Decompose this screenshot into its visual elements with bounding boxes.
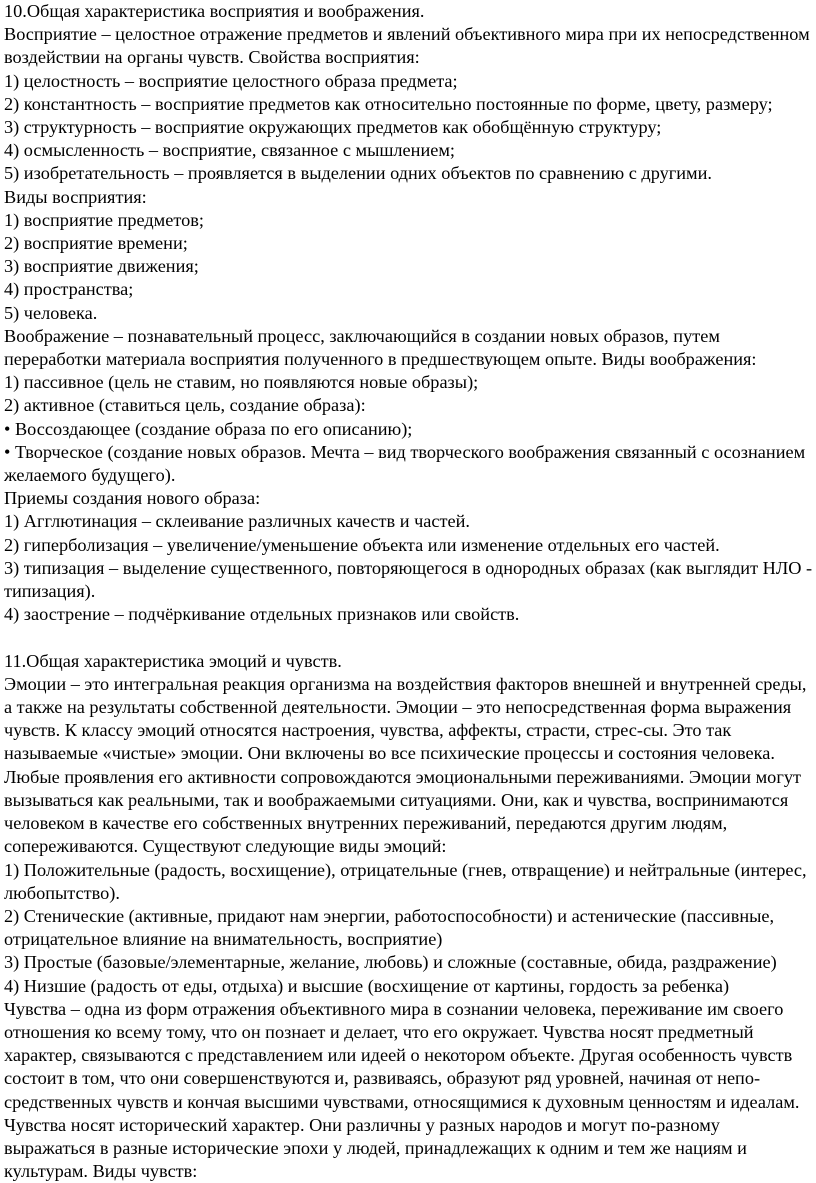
document-page (4, 0, 814, 1183)
list-item: 1) Агглютинация – склеивание различных качеств и частей. (4, 511, 470, 532)
section-spacer (4, 626, 814, 649)
list-item: 3) восприятие движения; (4, 256, 199, 277)
list-item: 5) изобретательность – проявляется в выделении одних объектов по сравнению с другими. (4, 163, 712, 184)
section-perception-imagination (4, 0, 814, 626)
list-item: 3) типизация – выделение существенного, повторяющегося в однородных образах (как выглядит НЛО - типизация). (4, 557, 813, 602)
section-heading: 10.Общая характеристика восприятия и воображения. (4, 1, 425, 21)
list-item: 2) Стенические (активные, придают нам энергии, работоспособности) и астенические (пассивные, отрицательное влияние на внимательность, восприятие) (4, 905, 775, 950)
list-item: 2) константность – восприятие предметов как относительно постоянные по форме, цвету, размеру; (4, 93, 773, 114)
list-item: 1) пассивное (цель не ставим, но появляются новые образы); (4, 372, 479, 393)
paragraph: Виды восприятия: (4, 186, 147, 207)
list-item: 2) активное (ставиться цель, создание образа): (4, 395, 366, 416)
list-item: 3) Простые (базовые/элементарные, желание, любовь) и сложные (составные, обида, раздражение) (4, 952, 777, 973)
list-item: 2) восприятие времени; (4, 233, 188, 254)
list-item: 5) человека. (4, 302, 98, 323)
paragraph: Чувства – одна из форм отражения объективного мира в сознании человека, переживание им своего отношения ко всему тому, что он познает и делает, что его окружает. Чувства носят предметный характер, связываются с представлением или идеей о некотором объекте. Другая особенность чувств состоит в том, что они совершенствуются и, развиваясь, образуют ряд уровней, начиная от непо-средственных чувств и кончая высшими чувствами, относящимися к духовным ценностям и идеалам. Чувства носят исторический характер. Они различны у разных народов и могут по-разному выражаться в разные исторические эпохи у людей, принадлежащих к одним и тем же нациям и культурам. Виды чувств: (4, 998, 800, 1182)
paragraph: Эмоции – это интегральная реакция организма на воздействия факторов внешней и внутренней среды, а также на результаты собственной деятельности. Эмоции – это непосредственная форма выражения чувств. К классу эмоций относятся настроения, чувства, аффекты, страсти, стрес-сы. Это так называемые «чистые» эмоции. Они включены во все психические процессы и состояния человека. Любые проявления его активности сопровождаются эмоциональными переживаниями. Эмоции могут вызываться как реальными, так и воображаемыми ситуациями. Они, как и чувства, воспринимаются человеком в качестве его собственных внутренних переживаний, передаются другим людям, сопереживаются. Существуют следующие виды эмоций: (4, 673, 807, 857)
list-item: 4) Низшие (радость от еды, отдыха) и высшие (восхищение от картины, гордость за ребенка) (4, 975, 730, 996)
list-item: 3) структурность – восприятие окружающих предметов как обобщённую структуру; (4, 117, 662, 138)
list-item: 1) восприятие предметов; (4, 209, 204, 230)
list-item: 2) гиперболизация – увеличение/уменьшение объекта или изменение отдельных его частей. (4, 534, 720, 555)
paragraph: Приемы создания нового образа: (4, 488, 261, 509)
list-item: 4) заострение – подчёркивание отдельных признаков или свойств. (4, 604, 520, 625)
section-emotions-feelings (4, 650, 814, 1183)
list-item: 4) осмысленность – восприятие, связанное с мышлением; (4, 140, 455, 161)
list-item: 1) Положительные (радость, восхищение), отрицательные (гнев, отвращение) и нейтральные (интерес, любопытство). (4, 859, 807, 903)
section-heading: 11.Общая характеристика эмоций и чувств. (4, 650, 342, 671)
bullet-item: • Творческое (создание новых образов. Мечта – вид творческого воображения связанный с осознанием желаемого будущего). (4, 441, 806, 486)
list-item: 1) целостность – восприятие целостного образа предмета; (4, 70, 458, 91)
bullet-item: • Воссоздающее (создание образа по его описанию); (4, 418, 413, 439)
list-item: 4) пространства; (4, 279, 134, 300)
paragraph: Воображение – познавательный процесс, заключающийся в создании новых образов, путем переработки материала восприятия полученного в предшествующем опыте. Виды воображения: (4, 325, 757, 370)
paragraph: Восприятие – целостное отражение предметов и явлений объективного мира при их непосредственном воздействии на органы чувств. Свойства восприятия: (4, 24, 810, 68)
